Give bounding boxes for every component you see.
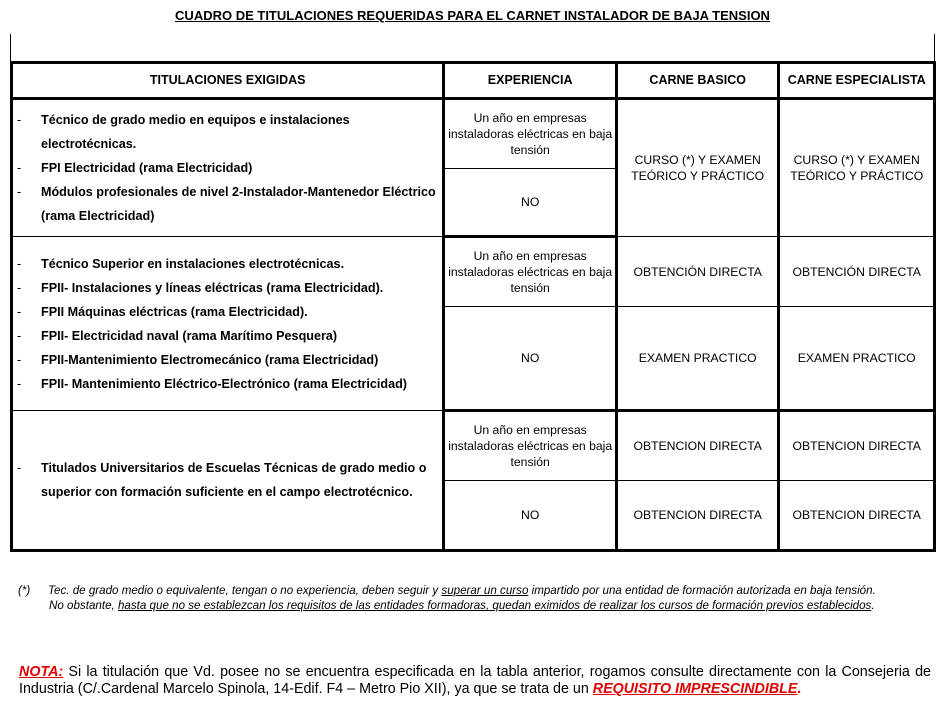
carne-especialista-cell: OBTENCIÓN DIRECTA: [779, 237, 935, 307]
experiencia-cell: NO: [444, 307, 617, 411]
experiencia-cell: Un año en empresas instaladoras eléctricas en baja tensión: [444, 99, 617, 169]
carne-basico-cell: EXAMEN PRACTICO: [616, 307, 779, 411]
carne-especialista-cell: OBTENCION DIRECTA: [779, 411, 935, 481]
nota-end: .: [797, 681, 802, 697]
degree-item: - FPII- Instalaciones y líneas eléctricas (rama Electricidad).: [17, 280, 384, 295]
header-experiencia: EXPERIENCIA: [444, 63, 617, 99]
footnote-text: impartido por una entidad de formación autorizada en baja tensión. No obstante,: [49, 584, 876, 612]
header-titulaciones: TITULACIONES EXIGIDAS: [12, 63, 444, 99]
carne-especialista-cell: CURSO (*) Y EXAMEN TEÓRICO Y PRÁCTICO: [779, 99, 935, 237]
header-carne-basico: CARNE BASICO: [616, 63, 779, 99]
footnote-text: Tec. de grado medio o equivalente, tengan o no experiencia, deben seguir y: [48, 584, 442, 597]
carne-basico-cell: CURSO (*) Y EXAMEN TEÓRICO Y PRÁCTICO: [616, 99, 779, 237]
table-row: [12, 411, 935, 481]
nota-paragraph: [19, 664, 931, 698]
footnote: [18, 583, 878, 613]
carne-basico-cell: OBTENCION DIRECTA: [616, 481, 779, 551]
experiencia-cell: Un año en empresas instaladoras eléctricas en baja tensión: [444, 237, 617, 307]
experiencia-cell: Un año en empresas instaladoras eléctricas en baja tensión: [444, 411, 617, 481]
nota-label: NOTA:: [19, 664, 64, 680]
experiencia-cell: NO: [444, 169, 617, 237]
footnote-underlined: hasta que no se establezcan los requisitos de las entidades formadoras, quedan eximidos de realizar los cursos de formación previos establecidos: [117, 599, 872, 612]
footnote-mark: (*): [18, 584, 31, 597]
degree-item: - FPII- Mantenimiento Eléctrico-Electrónico (rama Electricidad): [17, 376, 407, 391]
degree-item: - FPI Electricidad (rama Electricidad): [17, 161, 253, 175]
right-frame-line: [934, 34, 935, 61]
degree-item: - Módulos profesionales de nivel 2-Instalador-Mantenedor Eléctrico (rama Electricidad): [17, 185, 436, 223]
titulaciones-table: [10, 61, 936, 552]
degree-item: - Técnico Superior en instalaciones electrotécnicas.: [17, 256, 345, 271]
table-row: [12, 99, 935, 169]
degree-item: - FPII- Electricidad naval (rama Marítimo Pesquera): [17, 328, 338, 343]
degrees-cell: [12, 411, 444, 551]
degree-item: - FPII-Mantenimiento Electromecánico (rama Electricidad): [17, 352, 379, 367]
degrees-cell: [12, 237, 444, 411]
carne-especialista-cell: EXAMEN PRACTICO: [779, 307, 935, 411]
footnote-text: .: [871, 599, 875, 612]
nota-emphasis: REQUISITO IMPRESCINDIBLE: [592, 681, 798, 697]
table-row: [12, 237, 935, 307]
carne-especialista-cell: OBTENCION DIRECTA: [779, 481, 935, 551]
header-row: [12, 63, 935, 99]
nota-text: Si la titulación que Vd. posee no se encuentra especificada en la tabla anterior, rogamos consulte directamente con la Consejeria de Industria (C/.Cardenal Marcelo Spinola, 14-Edif. F4 – Metro Pio XII), ya que se trata de un: [19, 664, 931, 697]
degrees-cell: [12, 99, 444, 237]
carne-basico-cell: OBTENCIÓN DIRECTA: [616, 237, 779, 307]
degree-item: - Titulados Universitarios de Escuelas Técnicas de grado medio o superior con formación suficiente en el campo electrotécnico.: [17, 461, 427, 499]
footnote-underlined: superar un curso: [441, 584, 529, 597]
experiencia-cell: NO: [444, 481, 617, 551]
degree-item: - FPII Máquinas eléctricas (rama Electricidad).: [17, 304, 308, 319]
degree-item: - Técnico de grado medio en equipos e instalaciones electrotécnicas.: [17, 113, 350, 151]
header-carne-especialista: CARNE ESPECIALISTA: [779, 63, 935, 99]
left-frame-line: [10, 34, 11, 61]
page-title: CUADRO DE TITULACIONES REQUERIDAS PARA EL CARNET INSTALADOR DE BAJA TENSION: [175, 8, 770, 23]
carne-basico-cell: OBTENCION DIRECTA: [616, 411, 779, 481]
